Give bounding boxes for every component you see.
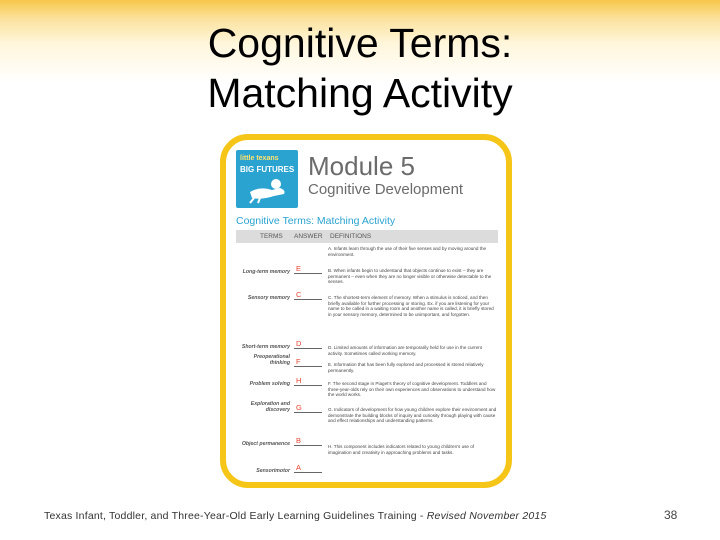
term-label: Short-term memory <box>241 344 290 350</box>
logo-line-1: little texans <box>240 155 279 162</box>
header-terms: TERMS <box>260 233 283 240</box>
term-label: Object permanence <box>241 441 290 447</box>
little-texans-logo <box>236 150 298 208</box>
module-title: Module 5 <box>308 151 415 181</box>
definition-item: C. The shortest-term element of memory. When a stimulus is noticed, and then briefly available for further processing or storing. Ex. if you are listening for your name to be called in a waiting room and another name is called, it is briefly stored in your sensory memory, determined to be unimportant, and forgotten. <box>328 295 494 317</box>
term-label: Long-term memory <box>242 269 290 275</box>
term-label: Exploration and discovery <box>250 401 290 413</box>
answer-blank: G <box>294 404 322 413</box>
footer-revised: Revised November 2015 <box>426 510 547 522</box>
logo-line-2: BIG FUTURES <box>240 165 295 174</box>
definition-item: B. When infants begin to understand that objects continue to exist – they are permanent – even when they are no longer visible or otherwise detectable to the senses. <box>328 268 492 285</box>
definition-item: D. Limited amounts of information are temporarily held for use in the current activity. Sometimes called working memory. <box>328 345 482 356</box>
definition-item: H. This component includes indicators related to young children's use of imagination and creativity in approaching problems and tasks. <box>328 444 475 455</box>
baby-icon <box>246 176 290 204</box>
answer-blank: D <box>294 340 322 349</box>
slide-title-line-2: Matching Activity <box>207 70 513 116</box>
header-answer: ANSWER <box>294 233 323 240</box>
header-definitions: DEFINITIONS <box>330 233 372 240</box>
definition-item: G. Indicators of development for how young children explore their environment and demonstrate the building blocks of inquiry and curiosity through playing with cause and effect relationships and understanding patterns. <box>328 407 497 424</box>
module-subtitle: Cognitive Development <box>308 181 464 198</box>
answer-blank: H <box>294 377 322 386</box>
footer-main: Texas Infant, Toddler, and Three-Year-Old Early Learning Guidelines Training - <box>44 510 427 522</box>
slide-title-line-1: Cognitive Terms: <box>207 20 513 66</box>
table-header <box>236 230 498 243</box>
answer-blank: A <box>294 464 322 473</box>
answer-blank: B <box>294 437 322 446</box>
answer-blank: E <box>294 265 322 274</box>
definition-item: E. Information that has been fully explored and processed is stored relatively permanently. <box>328 362 484 373</box>
definition-item: A. Infants learn through the use of their five senses and by moving around the environment. <box>328 246 487 257</box>
definition-item: F. The second stage in Piaget's theory of cognitive development. Toddlers and three-year-olds rely on their own experiences and observations to understand how the world works. <box>328 381 496 398</box>
worksheet-frame <box>220 134 512 488</box>
answer-blank: F <box>294 358 322 367</box>
page-number: 38 <box>664 508 678 522</box>
worksheet-image <box>234 148 502 478</box>
term-label: Sensorimotor <box>256 468 290 474</box>
term-label: Problem solving <box>249 381 290 387</box>
term-label: Preoperational thinking <box>253 354 290 366</box>
answer-blank: C <box>294 291 322 300</box>
activity-title: Cognitive Terms: Matching Activity <box>236 215 396 227</box>
term-label: Sensory memory <box>247 295 290 301</box>
slide-title <box>0 18 720 118</box>
footer-text <box>44 510 547 522</box>
